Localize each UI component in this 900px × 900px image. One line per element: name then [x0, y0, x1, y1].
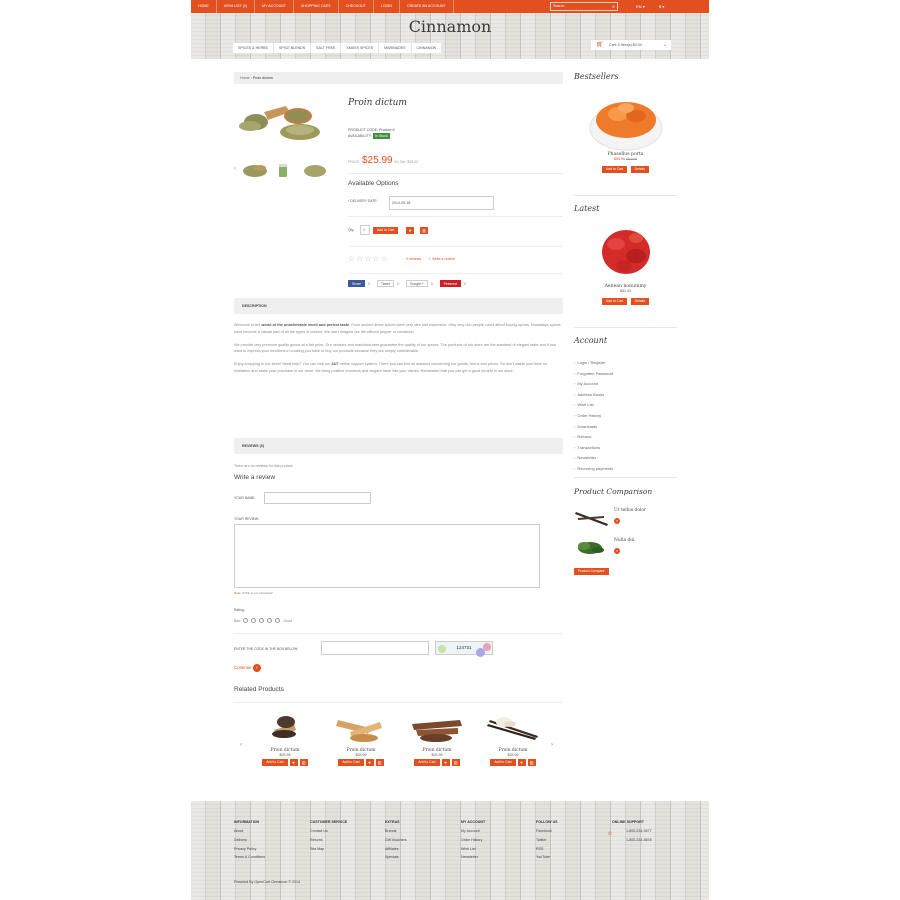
required-marker: * [348, 199, 350, 203]
nav-item-spice-blends[interactable]: SPICE BLENDS [274, 43, 311, 53]
price-label: PRICE: [348, 160, 360, 164]
account-link[interactable]: › My Account [574, 379, 613, 390]
divider [348, 273, 563, 274]
description-text [234, 322, 563, 381]
add-to-cart-button[interactable]: Add to Cart [490, 759, 515, 766]
language-select[interactable] [636, 0, 645, 13]
price-new: $55.96 [614, 157, 625, 161]
footer-link[interactable]: Returns [310, 837, 323, 842]
share-bar [348, 280, 470, 287]
wishlist-icon[interactable]: ♥ [406, 227, 414, 234]
tab-description[interactable]: DESCRIPTION [234, 298, 563, 314]
captcha-code: 124731 [456, 645, 472, 650]
footer-link[interactable]: Specials [385, 855, 399, 860]
footer-col-extras [385, 818, 407, 862]
phone-icon: ✆ [608, 831, 612, 836]
details-button[interactable]: Details [631, 298, 649, 305]
footer-link[interactable]: Affiliates [385, 846, 399, 851]
add-to-cart-button[interactable]: Add to Cart [414, 759, 439, 766]
desc-text: online support system. There you can find all answers concerning our goods, terms and prices. So don't waste your time on hesitation and make your purchase in our store. We bring positive emotions and elegant taste into your dishes. Remember that you can get a good benefit in our store. [234, 362, 547, 373]
product-name[interactable]: Phasellus porta [607, 152, 644, 157]
compare-icon[interactable]: ▥ [300, 759, 308, 766]
search-icon[interactable]: ⌕ [612, 4, 615, 10]
footer-link[interactable]: Terms & Conditions [234, 855, 266, 860]
footer-link[interactable]: Privacy Policy [234, 846, 257, 851]
share-count: 0 [397, 281, 399, 286]
share-count: 0 [368, 281, 370, 286]
wishlist-icon[interactable]: ♥ [442, 759, 450, 766]
footer-link[interactable]: Site Map [310, 846, 325, 851]
latest-image[interactable] [596, 222, 656, 282]
site-logo[interactable]: Cinnamon [408, 17, 492, 36]
footer-link[interactable]: Order History [461, 837, 483, 842]
footer-col-my-account [461, 818, 485, 862]
product-compare-button[interactable]: Product Compare [574, 568, 609, 575]
account-link[interactable]: › Downloads [574, 422, 613, 433]
footer [191, 801, 709, 900]
rating-stars: ☆☆☆☆☆ [348, 254, 389, 263]
product-price: $25.99 [507, 753, 519, 757]
desc-text: Welcome to the [234, 323, 262, 327]
account-link[interactable]: › Order History [574, 411, 613, 422]
top-bar [191, 0, 709, 13]
cart-icon: 🛒︎ [596, 42, 604, 48]
account-link-login[interactable]: Login [577, 360, 588, 365]
account-link-register[interactable]: Register [590, 360, 606, 365]
write-review-link[interactable]: Write a review [432, 257, 455, 261]
footer-link[interactable]: My Account [461, 829, 480, 833]
tab-reviews[interactable]: REVIEWS (0) [234, 438, 563, 454]
arrow-right-icon: › [253, 664, 261, 672]
remove-icon[interactable]: × [615, 518, 619, 523]
top-link-home[interactable]: HOME [191, 0, 217, 13]
breadcrumb-separator: › [249, 76, 253, 80]
comparison-heading: Product Comparison [574, 487, 653, 496]
rating-label: Rating: [234, 608, 245, 612]
account-link[interactable]: › Forgotten Password [574, 369, 613, 380]
add-to-cart-button[interactable]: Add to Cart [602, 298, 627, 305]
thumbnail-image[interactable] [302, 162, 328, 178]
product-name[interactable]: Proin dictum [270, 748, 300, 753]
divider [348, 216, 563, 217]
html-note [234, 591, 273, 595]
desc-bold: 24/7 [331, 362, 339, 367]
account-menu [574, 358, 613, 475]
bestseller-product [574, 152, 677, 173]
divider [348, 246, 563, 247]
footer-link[interactable]: Twitter [536, 837, 547, 842]
pencil-icon: ✎ [428, 257, 432, 261]
footer-link[interactable]: Contact Us [310, 829, 328, 833]
share-count: 0 [430, 281, 433, 286]
divider [574, 327, 677, 328]
related-product-card[interactable] [254, 710, 316, 766]
header [191, 13, 709, 59]
footer-link[interactable]: YouTube [536, 855, 551, 860]
delivery-date-field[interactable]: 2014-05-18 [389, 196, 494, 210]
footer-col-customer-service [310, 818, 347, 853]
product-image[interactable] [254, 710, 316, 744]
add-to-cart-button[interactable]: Add to Cart [262, 759, 287, 766]
product-code-label: PRODUCT CODE: [348, 128, 379, 132]
nav-item-salt-free[interactable]: SALT FREE [311, 43, 341, 53]
latest-product [574, 284, 677, 305]
availability-label: AVAILABILITY: [348, 134, 372, 138]
nav-item-cinnamon[interactable]: CINNAMON [412, 43, 443, 53]
add-to-cart-button[interactable]: Add to Cart [373, 227, 398, 234]
delivery-date-label [348, 199, 378, 203]
top-link-register[interactable]: CREATE AN ACCOUNT [400, 0, 454, 13]
top-link-checkout[interactable]: CHECKOUT [339, 0, 374, 13]
footer-link[interactable]: About [234, 829, 244, 833]
product-name[interactable]: Aenean nonummy [604, 284, 647, 289]
divider [348, 173, 563, 174]
product-name[interactable]: Ut tellus dolor [614, 508, 647, 513]
nav-item-spices-herbs[interactable]: SPICES & HERBS [233, 43, 274, 53]
related-products-heading: Related Products [234, 686, 284, 693]
add-to-cart-button[interactable]: Add to Cart [338, 759, 363, 766]
tweet-button[interactable]: Tweet [377, 280, 394, 287]
footer-heading: INFORMATION [234, 820, 260, 824]
cart-button[interactable] [591, 40, 671, 50]
nav-item-marinades[interactable]: MARINADES [379, 43, 411, 53]
product-price: $51.43 [620, 289, 631, 293]
thumbnail-image[interactable] [240, 162, 270, 178]
footer-col-online-support [612, 818, 652, 845]
compare-icon[interactable]: ▥ [452, 759, 460, 766]
footer-col-information [234, 818, 265, 862]
product-image[interactable] [482, 710, 544, 744]
footer-col-follow-us [536, 818, 558, 862]
footer-heading: CUSTOMER SERVICE [310, 820, 348, 824]
footer-heading: EXTRAS [385, 820, 400, 824]
price-block [348, 155, 418, 166]
related-product-card[interactable] [482, 710, 544, 766]
remove-icon[interactable]: × [615, 548, 619, 553]
footer-heading: FOLLOW US [536, 820, 558, 824]
wishlist-icon[interactable]: ♥ [366, 759, 374, 766]
price-value: $25.99 [361, 155, 393, 166]
top-link-login[interactable]: LOGIN [374, 0, 400, 13]
divider [234, 633, 563, 634]
chevron-right-icon[interactable]: › [551, 742, 553, 748]
product-price: $25.99 [279, 753, 291, 757]
note-text: HTML is not translated! [241, 591, 273, 595]
rating-radio-1[interactable] [243, 618, 248, 623]
product-main-image[interactable] [234, 102, 338, 144]
review-label: YOUR REVIEW: [234, 517, 259, 521]
desc-text: Enjoy shopping in our store! Need help? You can visit our [234, 362, 332, 367]
account-link[interactable]: › Transactions [574, 443, 613, 454]
support-phone: 1-800-234-5677 [626, 829, 652, 833]
language-value: EN [636, 4, 642, 9]
thumbnail-image[interactable] [276, 162, 290, 178]
footer-link[interactable]: Wish List [461, 846, 476, 851]
related-product-card[interactable] [406, 710, 468, 766]
currency-value: $ [659, 4, 662, 9]
currency-select[interactable] [659, 0, 664, 13]
top-link-cart[interactable]: SHOPPING CART [294, 0, 339, 13]
chevron-left-icon[interactable]: ‹ [234, 166, 236, 172]
product-price: $25.99 [355, 753, 367, 757]
options-heading: Available Options [348, 180, 399, 187]
chevron-left-icon[interactable]: ‹ [240, 742, 242, 748]
reviews-count-link[interactable]: 0 reviews [406, 257, 422, 261]
product-name[interactable]: Nulla dui [614, 538, 635, 543]
powered-by: Powered By OpenCart Cinnamon © 2014 [234, 880, 300, 884]
compare-icon[interactable]: ▥ [420, 227, 428, 234]
footer-heading: MY ACCOUNT [461, 820, 486, 824]
price-old: $64.68 [626, 157, 637, 161]
rating-radio-5[interactable] [275, 618, 280, 623]
captcha-input[interactable] [321, 641, 429, 655]
review-name-input[interactable] [264, 492, 371, 504]
account-link-login-register[interactable]: › Login / Register [574, 358, 613, 369]
account-link[interactable]: › Newsletter [574, 453, 613, 464]
latest-heading: Latest [574, 204, 600, 213]
account-link[interactable]: › Address Books [574, 390, 613, 401]
product-image[interactable] [406, 710, 468, 744]
search-input[interactable] [550, 2, 618, 11]
compare-icon[interactable]: ▥ [528, 759, 536, 766]
breadcrumb [234, 72, 563, 84]
search-placeholder: Search [553, 4, 565, 8]
account-heading: Account [574, 336, 608, 345]
product-name[interactable]: Proin dictum [498, 748, 528, 753]
product-title: Proin dictum [348, 98, 407, 108]
product-info [348, 128, 394, 139]
rating-radio-3[interactable] [259, 618, 264, 623]
footer-link[interactable]: Delivery [234, 837, 247, 842]
note-tag: Note: [234, 591, 242, 595]
divider [574, 195, 677, 196]
divider [574, 477, 677, 478]
nav-item-xmass-spices[interactable]: XMASS SPICES [341, 43, 379, 53]
product-image[interactable] [574, 508, 610, 528]
bestsellers-heading: Bestsellers [574, 72, 619, 81]
google-plus-button[interactable]: Google + [406, 280, 428, 287]
wishlist-icon[interactable]: ♥ [290, 759, 298, 766]
breadcrumb-current[interactable]: Proin dictum [252, 76, 273, 80]
continue-button[interactable] [234, 664, 261, 672]
related-product-card[interactable] [330, 710, 392, 766]
divider [234, 702, 563, 703]
price-ex-tax: Ex Tax: $25.42 [394, 160, 419, 164]
delivery-label-text: DELIVERY DATE: [350, 199, 378, 203]
review-textarea[interactable] [234, 524, 540, 588]
rating-radios [234, 618, 292, 623]
name-label: YOUR NAME: [234, 496, 256, 500]
footer-link[interactable]: Newsletter [461, 855, 478, 860]
product-thumbnails [234, 162, 338, 178]
no-reviews-text: There are no reviews for this product. [234, 464, 294, 468]
desc-paragraph: We provide only premium quality goods at a fair price. Our vendors and manufacturers guarantee the quality of our spices. The products of our store are the standard of elegant taste and if you want to express your emotions in cooking you have to buy our products because they are simply unbelievable. [234, 342, 556, 354]
write-review-heading: Write a review [234, 474, 276, 481]
qty-label: Qty: [348, 228, 355, 232]
rating-radio-4[interactable] [267, 618, 272, 623]
account-link[interactable]: › Returns [574, 432, 613, 443]
footer-link[interactable]: Facebook [536, 829, 552, 833]
breadcrumb-home[interactable]: Home [240, 76, 250, 80]
comparison-item [574, 508, 677, 530]
continue-label: Continue [234, 665, 252, 671]
account-link[interactable]: › Wish List [574, 400, 613, 411]
rating-good-label: Good [283, 618, 293, 623]
chevron-down-icon: ▾ [662, 4, 665, 9]
product-name[interactable]: Proin dictum [346, 748, 376, 753]
cart-summary: Cart: 0 item(s) $0.00 [609, 43, 642, 47]
review-links [406, 257, 455, 261]
desc-text: From ancient times spices were very rare and expensive. Only very rich people could afford buying spices. Nowadays spices have become a casual part of all the types of cuisine. We can't imagine our life without pepper or cinnamon. [234, 323, 561, 334]
product-image[interactable] [574, 538, 610, 558]
top-link-wishlist[interactable]: WISH LIST (0) [217, 0, 255, 13]
captcha-image [435, 641, 493, 655]
product-price: $25.99 [431, 753, 443, 757]
chevron-down-icon: ▾ [642, 4, 645, 9]
product-code-value: Product 8 [379, 128, 395, 132]
footer-link[interactable]: Brands [385, 829, 397, 833]
desc-bold: world of the unbelievable smell and perfect taste. [261, 323, 351, 327]
compare-icon[interactable]: ▥ [376, 759, 384, 766]
support-phone: 1-800-234-5678 [626, 837, 652, 842]
details-button[interactable]: Details [631, 166, 649, 173]
top-link-account[interactable]: MY ACCOUNT [255, 0, 294, 13]
bestseller-image[interactable] [588, 88, 664, 152]
account-link[interactable]: › Recurring payments [574, 464, 613, 475]
main-nav [233, 43, 442, 53]
main-content [234, 72, 563, 765]
stock-badge: In Stock [374, 134, 388, 138]
comparison-item [574, 538, 677, 560]
rating-bad-label: Bad [234, 618, 241, 623]
footer-link[interactable]: RSS [536, 846, 544, 851]
rating-radio-2[interactable] [251, 618, 256, 623]
chevron-down-icon: ⌄ [662, 42, 667, 48]
share-count: 0 [464, 281, 466, 286]
product-name[interactable]: Proin dictum [422, 748, 452, 753]
facebook-share-button[interactable]: Share [348, 280, 365, 287]
captcha-label: ENTER THE CODE IN THE BOX BELOW: [234, 647, 299, 651]
pinterest-button[interactable]: Pinterest [440, 280, 461, 287]
product-image[interactable] [330, 710, 392, 744]
add-to-cart-button[interactable]: Add to Cart [602, 166, 627, 173]
wishlist-icon[interactable]: ♥ [518, 759, 526, 766]
footer-heading: ONLINE SUPPORT [612, 820, 644, 824]
footer-link[interactable]: Gift Vouchers [385, 837, 407, 842]
quantity-field[interactable]: 1 [360, 225, 370, 235]
